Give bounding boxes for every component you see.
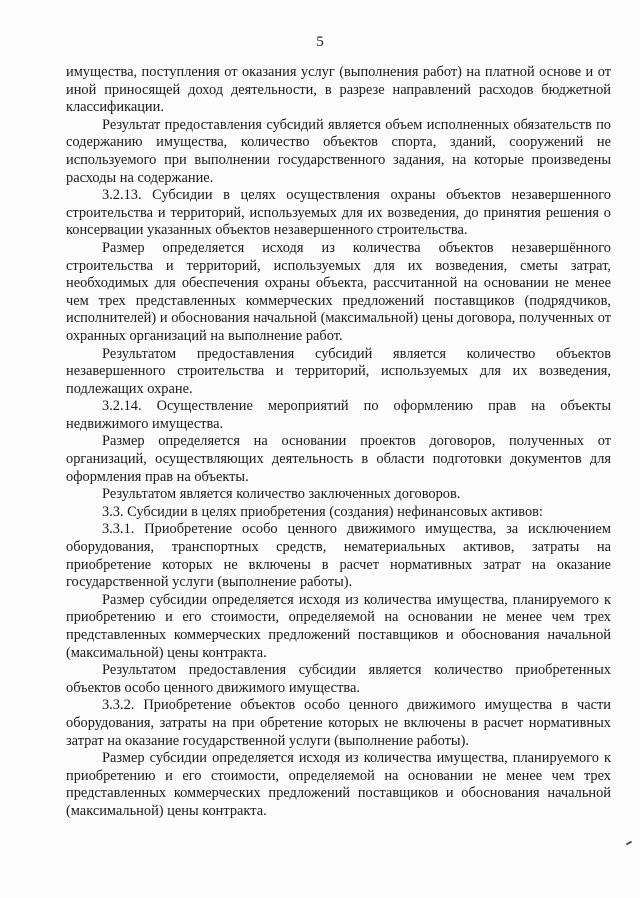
paragraph: 3.3. Субсидии в целях приобретения (создания) нефинансовых активов: xyxy=(102,503,543,520)
paragraph: Результат предоставления субсидий является объем исполненных обязательств по содержанию имущества, количество объектов спорта, зданий, сооружений не используемого при выполнении государственного задания, на которые произведены расходы на содержание. xyxy=(66,116,611,186)
paragraph: 3.3.2. Приобретение объектов особо ценного движимого имущества в части оборудования, затраты на при обретение которых не включены в расчет нормативных затрат на оказание государственной услуги (выполнение работы). xyxy=(66,697,611,749)
paragraph: Результатом предоставления субсидий является количество объектов незавершенного строительства и территорий, используемых для их возведения, подлежащих охране. xyxy=(66,345,611,397)
paragraph: 3.2.14. Осуществление мероприятий по оформлению прав на объекты недвижимого имущества. xyxy=(66,398,611,432)
paragraph: 3.2.13. Субсидии в целях осуществления охраны объектов незавершенного строительства и территорий, используемых для их возведения, до принятия решения о консервации указанных объектов незавершенного строительства. xyxy=(66,187,611,239)
scan-mark xyxy=(626,841,632,846)
paragraph: Результатом является количество заключенных договоров. xyxy=(102,486,461,503)
paragraph: Размер определяется на основании проектов договоров, полученных от организаций, осуществляющих деятельность в области подготовки документов для оформления прав на объекты. xyxy=(66,433,611,485)
paragraph: Размер определяется исходя из количества объектов незавершённого строительства и территорий, используемых для их возведения, сметы затрат, необходимых для обеспечения охраны объекта, рассчитанной на основании не менее чем трех представленных коммерческих предложений поставщиков (подрядчиков, исполнителей) и обоснования начальной (максимальной) цены договора, полученных от охранных организаций на выполнение работ. xyxy=(66,239,611,344)
paragraph: Размер субсидии определяется исходя из количества имущества, планируемого к приобретению и его стоимости, определяемой на основании не менее чем трех представленных коммерческих предложений поставщиков и обоснования начальной (максимальной) цены контракта. xyxy=(66,591,611,661)
page-number: 5 xyxy=(316,34,324,50)
paragraph: Результатом предоставления субсидии является количество приобретенных объектов особо ценного движимого имущества. xyxy=(66,662,611,696)
paragraph: имущества, поступления от оказания услуг (выполнения работ) на платной основе и от иной приносящей доход деятельности, в разрезе направлений расходов бюджетной классификации. xyxy=(66,64,611,116)
paragraph: Размер субсидии определяется исходя из количества имущества, планируемого к приобретению и его стоимости, определяемой на основании не менее чем трех представленных коммерческих предложений поставщиков и обоснования начальной (максимальной) цены контракта. xyxy=(66,750,611,819)
paragraph: 3.3.1. Приобретение особо ценного движимого имущества, за исключением оборудования, транспортных средств, нематериальных активов, затраты на приобретение которых не включены в расчет нормативных затрат на оказание государственной услуги (выполнение работы). xyxy=(66,521,611,591)
document-body xyxy=(66,64,611,821)
